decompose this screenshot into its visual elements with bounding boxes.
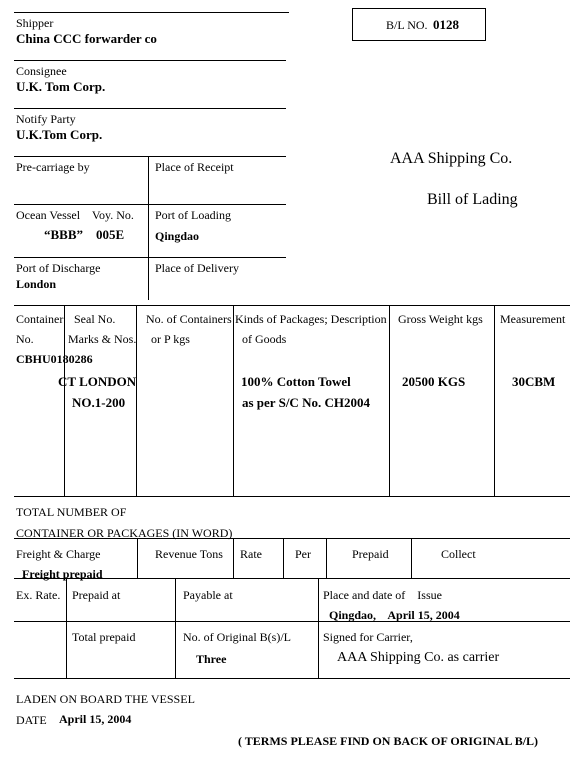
- place-receipt-label: Place of Receipt: [155, 160, 234, 174]
- consignee-value: U.K. Tom Corp.: [16, 79, 106, 94]
- carrier-name: AAA Shipping Co.: [390, 150, 513, 167]
- signed-value: AAA Shipping Co. as carrier: [337, 650, 500, 665]
- port-discharge-value: London: [16, 277, 57, 291]
- payable-at-label: Payable at: [183, 588, 233, 602]
- divider: [175, 578, 176, 678]
- divider: [64, 305, 65, 496]
- divider: [14, 538, 570, 539]
- port-loading-value: Qingdao: [155, 229, 200, 243]
- divider: [14, 108, 286, 109]
- header-kinds: Kinds of Packages; Description: [235, 312, 387, 326]
- description-line1: 100% Cotton Towel: [241, 374, 351, 389]
- divider: [233, 305, 234, 496]
- divider: [14, 496, 570, 497]
- header-gross: Gross Weight kgs: [398, 312, 483, 326]
- shipper-value: China CCC forwarder co: [16, 31, 157, 46]
- header-seal: Seal No.: [74, 312, 116, 326]
- divider: [494, 305, 495, 496]
- bl-no-label: B/L NO.: [386, 18, 428, 32]
- terms-note: ( TERMS PLEASE FIND ON BACK OF ORIGINAL B/L): [238, 734, 539, 748]
- ex-rate-label: Ex. Rate.: [16, 588, 61, 602]
- total-prepaid-label: Total prepaid: [72, 630, 136, 644]
- gross-weight: 20500 KGS: [402, 374, 466, 389]
- header-container: Container: [16, 312, 64, 326]
- divider: [14, 257, 286, 258]
- laden-label: LADEN ON BOARD THE VESSEL: [16, 692, 195, 706]
- divider: [14, 204, 286, 205]
- divider: [389, 305, 390, 496]
- divider: [14, 60, 286, 61]
- marks-line2: NO.1-200: [72, 395, 126, 410]
- divider: [66, 578, 67, 678]
- divider: [283, 538, 284, 578]
- divider: [148, 156, 149, 300]
- divider: [137, 538, 138, 578]
- total-line2: CONTAINER OR PACKAGES (IN WORD): [16, 526, 233, 540]
- divider: [14, 305, 570, 306]
- prepaid-at-label: Prepaid at: [72, 588, 121, 602]
- header-marks: Marks & Nos.: [68, 332, 137, 346]
- notify-value: U.K.Tom Corp.: [16, 127, 103, 142]
- port-loading-label: Port of Loading: [155, 208, 231, 222]
- place-date-value: Qingdao, April 15, 2004: [329, 608, 460, 622]
- divider: [326, 538, 327, 578]
- divider: [14, 156, 286, 157]
- num-originals-value: Three: [196, 652, 227, 666]
- freight-label: Freight & Charge: [16, 547, 101, 561]
- vessel-value: “BBB” 005E: [44, 227, 125, 242]
- signed-label: Signed for Carrier,: [323, 630, 413, 644]
- date-label: DATE: [16, 713, 47, 727]
- consignee-label: Consignee: [16, 64, 67, 78]
- collect-label: Collect: [441, 547, 476, 561]
- header-container-no: No.: [16, 332, 34, 346]
- notify-label: Notify Party: [16, 112, 76, 126]
- description-line2: as per S/C No. CH2004: [242, 395, 370, 410]
- document-title: Bill of Lading: [427, 191, 518, 208]
- header-measurement: Measurement: [500, 312, 566, 326]
- divider: [411, 538, 412, 578]
- divider: [14, 678, 570, 679]
- per-label: Per: [295, 547, 311, 561]
- place-date-label: Place and date of Issue: [323, 588, 442, 602]
- vessel-label: Ocean Vessel Voy. No.: [16, 208, 134, 222]
- divider: [14, 12, 289, 13]
- header-of-goods: of Goods: [242, 332, 287, 346]
- shipper-label: Shipper: [16, 16, 54, 30]
- rate-label: Rate: [240, 547, 262, 561]
- pre-carriage-label: Pre-carriage by: [16, 160, 90, 174]
- date-value: April 15, 2004: [59, 712, 132, 726]
- revenue-tons-label: Revenue Tons: [155, 547, 223, 561]
- header-or-pkgs: or P kgs: [151, 332, 190, 346]
- num-originals-label: No. of Original B(s)/L: [183, 630, 291, 644]
- container-id: CBHU0180286: [16, 352, 93, 366]
- marks-line1: CT LONDON: [58, 374, 137, 389]
- place-delivery-label: Place of Delivery: [155, 261, 239, 275]
- header-num-containers: No. of Containers: [146, 312, 232, 326]
- bl-no-value: 0128: [433, 17, 459, 32]
- measurement: 30CBM: [512, 374, 556, 389]
- total-line1: TOTAL NUMBER OF: [16, 505, 127, 519]
- divider: [318, 578, 319, 678]
- divider: [233, 538, 234, 578]
- divider: [14, 578, 570, 579]
- bl-number-box: [352, 8, 486, 41]
- port-discharge-label: Port of Discharge: [16, 261, 101, 275]
- divider: [14, 621, 570, 622]
- prepaid-label: Prepaid: [352, 547, 389, 561]
- freight-value: Freight prepaid: [22, 567, 103, 581]
